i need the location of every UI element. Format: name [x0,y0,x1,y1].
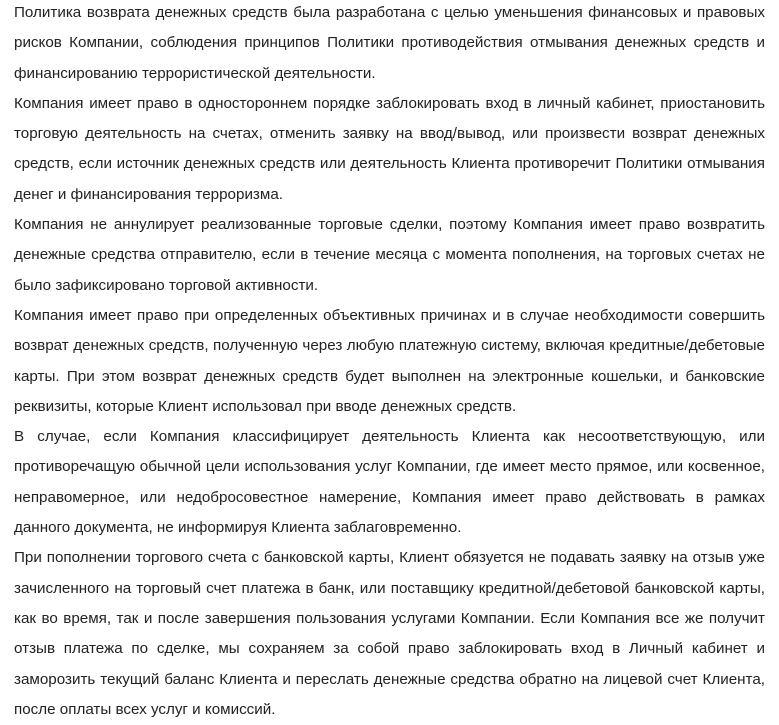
paragraph-no-trading-activity-refund: Компания не аннулирует реализованные торговые сделки, поэтому Компания имеет право возвратить денежные средства отправителю, если в течение месяца с момента пополнения, на торговых счетах не было зафиксировано торговой активности. [14,216,765,294]
paragraph-refund-policy-purpose: Политика возврата денежных средств была разработана с целью уменьшения финансовых и правовых рисков Компании, соблюдения принципов Политики противодействия отмывания денежных средств и финансированию террористической деятельности. [14,4,765,82]
paragraph-chargeback-policy: При пополнении торгового счета с банковской карты, Клиент обязуется не подавать заявку на отзыв уже зачисленного на торговый счет платежа в банк, или поставщику кредитной/дебетовой банковской карты, как во время, так и после завершения пользования услугами Компании. Если Компания все же получит отзыв платежа по сделке, мы сохраняем за собой право заблокировать вход в Личный кабинет и заморозить текущий баланс Клиента и переслать денежные средства обратно на лицевой счет Клиента, после оплаты всех услуг и комиссий. [14,549,765,718]
paragraph-account-blocking-rights: Компания имеет право в одностороннем порядке заблокировать вход в личный кабинет, приостановить торговую деятельность на счетах, отменить заявку на ввод/вывод, или произвести возврат денежных средств, если источник денежных средств или деятельность Клиента противоречит Политики отмывания денег и финансирования терроризма. [14,94,765,203]
paragraph-refund-methods: Компания имеет право при определенных объективных причинах и в случае необходимости совершить возврат денежных средств, полученную через любую платежную систему, включая кредитные/дебетовые карты. При этом возврат денежных средств будет выполнен на электронные кошельки, и банковские реквизиты, которые Клиент использовал при вводе денежных средств. [14,306,765,415]
paragraph-improper-activity: В случае, если Компания классифицирует деятельность Клиента как несоответствующую, или противоречащую обычной цели использования услуг Компании, где имеет место прямое, или косвенное, неправомерное, или недобросовестное намерение, Компания имеет право действовать в рамках данного документа, не информируя Клиента заблаговременно. [14,428,765,537]
